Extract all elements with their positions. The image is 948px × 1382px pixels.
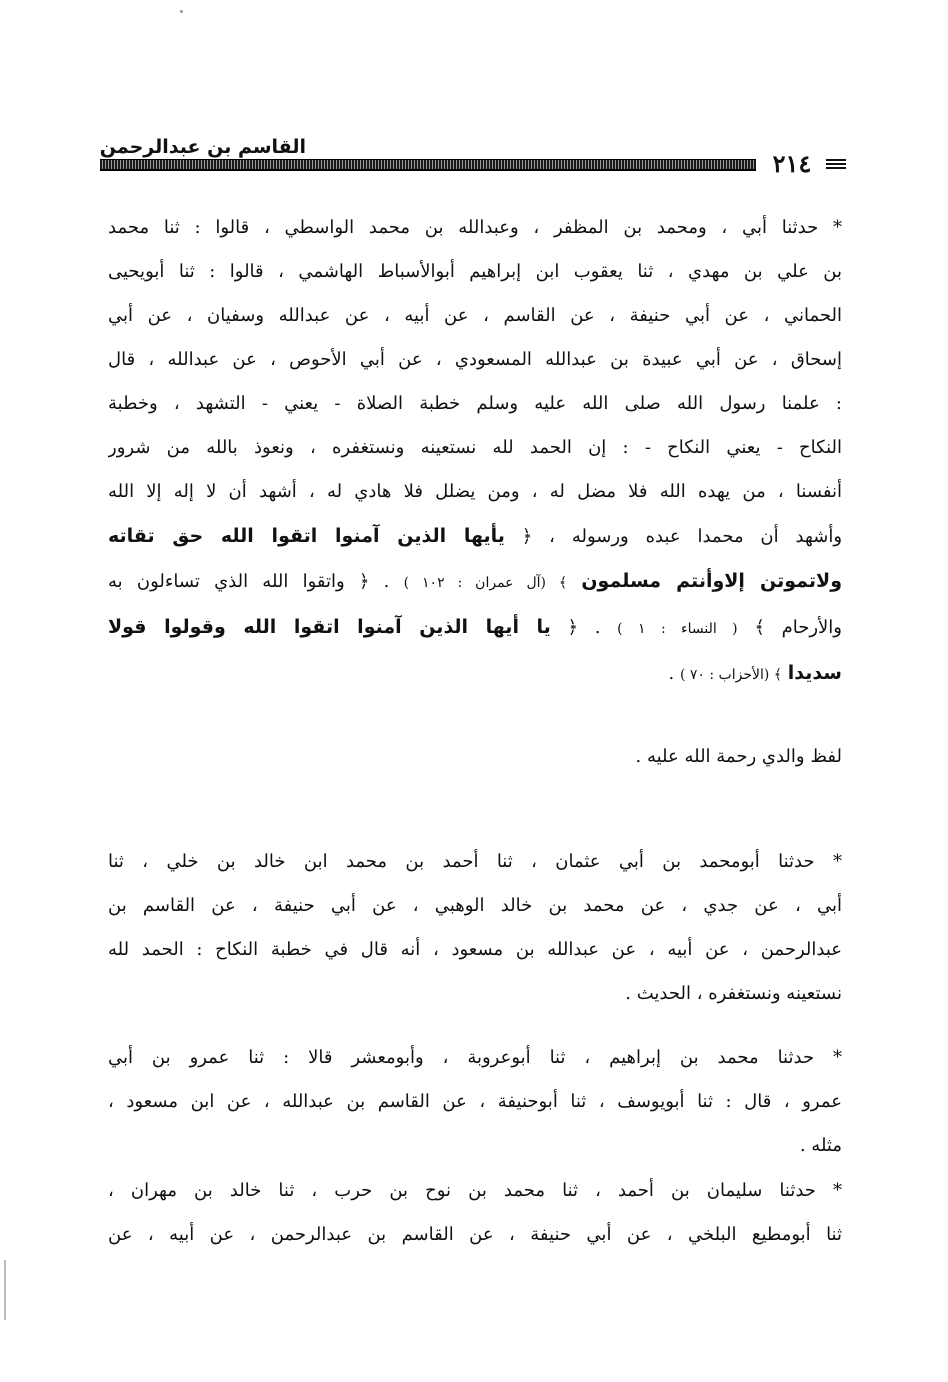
running-title: القاسم بن عبدالرحمن (99, 136, 306, 158)
text-line: * حدثنا محمد بن إبراهيم ، ثنا أبوعروبة ، وأبومعشر قالا : ثنا عمرو بن أبي (108, 1047, 842, 1068)
paragraph-3 (108, 840, 842, 1016)
text-line (108, 651, 842, 697)
text-line: مثله . (799, 1135, 842, 1156)
text-line: النكاح - يعني النكاح - : إن الحمد لله نستعينه ونستغفره ، ونعوذ بالله من شرور (108, 437, 842, 458)
text-line: أنفسنا ، من يهده الله فلا مضل له ، ومن يضلل فلا هادي له ، أشهد أن لا إله إلا الله (108, 481, 842, 502)
quran-verse: يأيها الذين آمنوا اتقوا الله حق تقاته (108, 525, 505, 547)
text-line: أبي ، عن جدي ، عن محمد بن خالد الوهبي ، عن أبي حنيفة ، عن القاسم بن (108, 895, 842, 916)
paragraph-2 (108, 735, 842, 779)
text-segment: . ﴿ (567, 617, 601, 638)
text-segment: وأشهد أن محمدا عبده ورسوله ، ﴿ (521, 526, 842, 547)
text-line: * حدثنا سليمان بن أحمد ، ثنا محمد بن نوح بن حرب ، ثنا خالد بن مهران ، (108, 1180, 842, 1201)
text-line: عمرو ، قال : ثنا أبويوسف ، ثنا أبوحنيفة ، عن القاسم بن عبدالله ، عن ابن مسعود ، (108, 1091, 842, 1112)
header-rule (100, 159, 756, 171)
paragraph-1 (108, 206, 842, 697)
text-line: * حدثنا أبي ، ومحمد بن المظفر ، وعبدالله بن محمد الواسطي ، قالوا : ثنا محمد (108, 217, 842, 238)
text-segment: والأرحام ﴾ (754, 617, 842, 638)
paragraph-4 (108, 1036, 842, 1168)
verse-reference: ( النساء : ١ ) (617, 621, 738, 637)
text-line: الحماني ، عن أبي حنيفة ، عن القاسم ، عن أبيه ، عن عبدالله وسفيان ، عن أبي (108, 305, 842, 326)
header-rule-end (826, 159, 846, 171)
text-line (108, 514, 842, 559)
text-line: نستعينه ونستغفره ، الحديث . (625, 983, 842, 1004)
quran-verse: ولاتموتن إلاوأنتم مسلمون (581, 570, 842, 592)
text-line (108, 605, 842, 651)
scan-edge (4, 1260, 6, 1320)
verse-reference: ﴾ (الأحزاب : ٧٠ ) (679, 667, 782, 683)
text-line: بن علي بن مهدي ، ثنا يعقوب ابن إبراهيم أبوالأسباط الهاشمي ، قالوا : ثنا أبويحيى (108, 261, 842, 282)
text-segment: . ﴿ واتقوا الله الذي تساءلون به (108, 571, 390, 592)
paragraph-5 (108, 1169, 842, 1257)
text-line: لفظ والدي رحمة الله عليه . (635, 746, 842, 767)
text-line: إسحاق ، عن أبي عبيدة بن عبدالله المسعودي ، عن أبي الأحوص ، عن عبدالله ، قال (108, 349, 842, 370)
quran-verse: سديدا (787, 662, 842, 684)
text-line: : علمنا رسول الله صلى الله عليه وسلم خطبة الصلاة - يعني - التشهد ، وخطبة (108, 393, 842, 414)
text-segment: . (668, 663, 675, 684)
text-line: * حدثنا أبومحمد بن أبي عثمان ، ثنا أحمد بن محمد ابن خالد بن خلي ، ثنا (108, 851, 842, 872)
page-number: ٢١٤ (762, 152, 822, 176)
text-line: عبدالرحمن ، عن أبيه ، عن عبدالله بن مسعود ، أنه قال في خطبة النكاح : الحمد لله (108, 939, 842, 960)
quran-verse: يا أيها الذين آمنوا اتقوا الله وقولوا قولا (108, 616, 551, 638)
verse-reference: ﴾ (آل عمران : ١٠٢ ) (403, 575, 568, 591)
scan-speck (180, 10, 183, 13)
text-line: ثنا أبومطيع البلخي ، عن أبي حنيفة ، عن القاسم بن عبدالرحمن ، عن أبيه ، عن (108, 1224, 842, 1245)
text-line (108, 559, 842, 605)
